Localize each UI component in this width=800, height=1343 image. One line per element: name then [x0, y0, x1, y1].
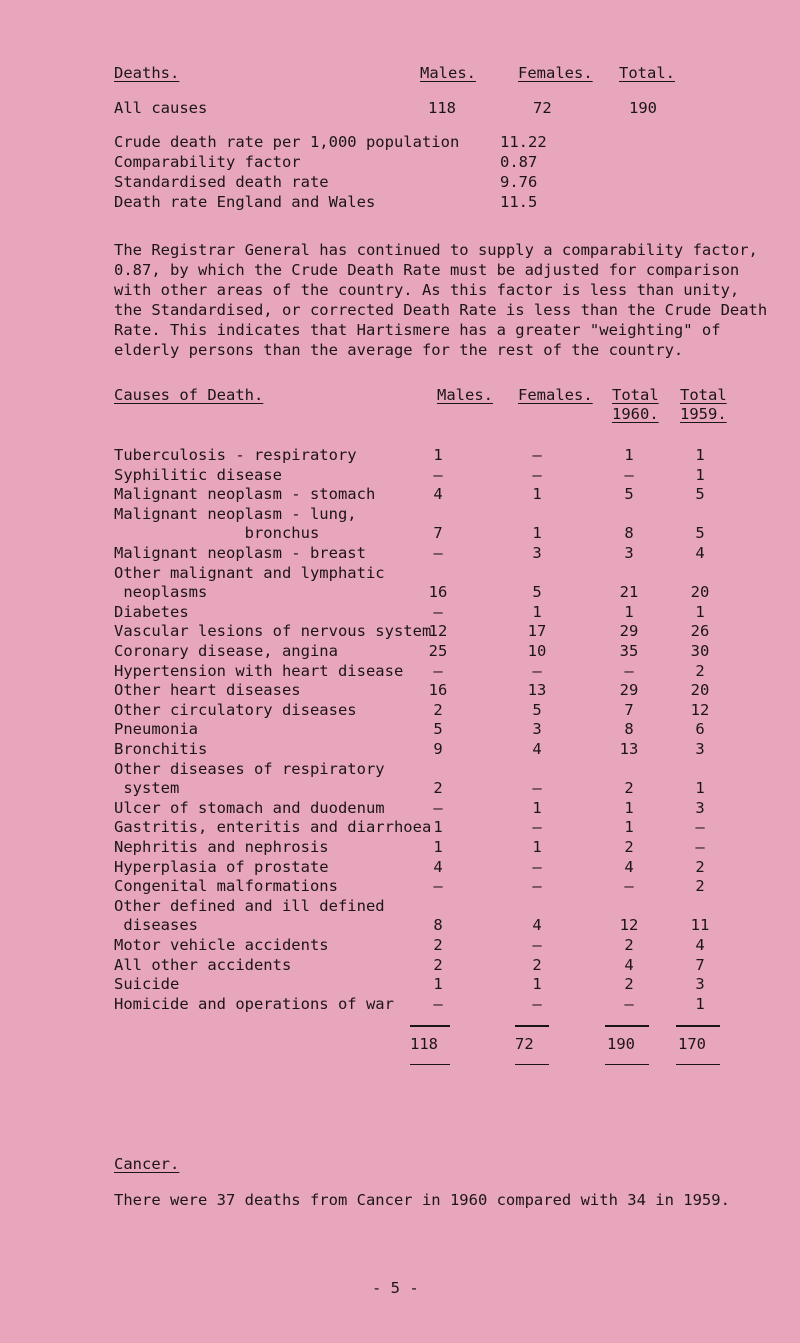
cause-label: Tuberculosis - respiratory	[114, 446, 357, 464]
cause-total-1960: 4	[624, 955, 634, 974]
cause-total-1959: 7	[695, 955, 705, 974]
cause-label: Homicide and operations of war	[114, 994, 394, 1013]
cause-total-1959: 2	[695, 661, 705, 680]
cause-total-1959: 26	[690, 622, 710, 641]
cause-total-1959: 1	[695, 446, 705, 464]
cause-males: 1	[433, 838, 443, 856]
cause-females: 5	[532, 583, 542, 602]
cause-males: –	[433, 465, 443, 484]
cause-label: Syphilitic disease	[114, 465, 282, 484]
cause-label: Hypertension with heart disease	[114, 661, 404, 680]
cause-total-1960: 29	[619, 622, 639, 641]
cause-males: 9	[433, 740, 443, 758]
cause-total-1960: 2	[624, 936, 634, 954]
bottom-rule-females	[515, 1064, 549, 1065]
cause-total-1960: –	[624, 994, 634, 1013]
cause-total-1959: 3	[695, 975, 705, 994]
cause-label: Congenital malformations	[114, 877, 338, 896]
year-1960-heading: 1960.	[612, 405, 659, 423]
total-1959: 170	[678, 1035, 706, 1053]
cause-total-1960: 1	[624, 602, 634, 621]
cause-label: bronchus	[114, 524, 320, 543]
bottom-rule-males	[410, 1064, 450, 1065]
cause-label: Pneumonia	[114, 720, 198, 739]
rate-label: Comparability factor	[114, 153, 301, 171]
cause-males: 4	[433, 485, 443, 504]
total-1960: 190	[607, 1035, 635, 1053]
cause-total-1960: 8	[624, 524, 634, 543]
cause-females: –	[532, 779, 542, 798]
cause-males: 16	[428, 681, 448, 700]
cause-males: 1	[433, 818, 443, 837]
cause-total-1959: 4	[695, 936, 705, 954]
cause-total-1960: 8	[624, 720, 634, 739]
all-causes-males: 118	[428, 99, 456, 117]
table-females-heading: Females.	[518, 386, 593, 404]
rate-label: Death rate England and Wales	[114, 193, 376, 211]
cause-females: 10	[527, 642, 547, 660]
cause-total-1959: 2	[695, 857, 705, 876]
cause-label: Malignant neoplasm - lung,	[114, 504, 357, 523]
total-males: 118	[410, 1035, 438, 1053]
total-females: 72	[515, 1035, 534, 1053]
cancer-heading: Cancer.	[114, 1155, 180, 1173]
rate-value: 9.76	[500, 173, 538, 191]
cause-females: 5	[532, 700, 542, 719]
cause-total-1960: 29	[619, 681, 639, 700]
cause-males: 16	[428, 583, 448, 602]
cause-females: 13	[527, 681, 547, 700]
cause-label: Other circulatory diseases	[114, 700, 357, 719]
cause-total-1959: 20	[690, 583, 710, 602]
total-heading: Total.	[619, 64, 675, 82]
table-total-1959-heading: Total	[680, 386, 727, 404]
cause-males: –	[433, 798, 443, 817]
cause-label: Bronchitis	[114, 740, 208, 758]
cause-females: –	[532, 877, 542, 896]
cause-label: Motor vehicle accidents	[114, 936, 329, 954]
total-rule-1959	[676, 1025, 720, 1027]
cause-total-1959: 3	[695, 740, 705, 758]
cause-total-1959: –	[695, 838, 705, 856]
year-1959-heading: 1959.	[680, 405, 727, 423]
cause-total-1960: 21	[619, 583, 639, 602]
cause-total-1960: 1	[624, 818, 634, 837]
cause-total-1959: 1	[695, 779, 705, 798]
cause-total-1960: 2	[624, 779, 634, 798]
cause-total-1959: 12	[690, 700, 710, 719]
deaths-heading: Deaths.	[114, 64, 180, 82]
cause-label: Other malignant and lymphatic	[114, 563, 385, 582]
cause-total-1959: 5	[695, 524, 705, 543]
cause-males: 8	[433, 916, 443, 935]
cause-females: –	[532, 994, 542, 1013]
bottom-rule-1960	[605, 1064, 649, 1065]
cause-males: –	[433, 602, 443, 621]
cause-total-1960: –	[624, 465, 634, 484]
cause-total-1959: 20	[690, 681, 710, 700]
cause-males: 2	[433, 700, 443, 719]
total-rule-1960	[605, 1025, 649, 1027]
rate-label: Crude death rate per 1,000 population	[114, 133, 460, 151]
cause-label: Nephritis and nephrosis	[114, 838, 329, 856]
cause-females: 1	[532, 838, 542, 856]
cause-label: Hyperplasia of prostate	[114, 857, 329, 876]
rate-value: 11.5	[500, 193, 538, 211]
cause-total-1960: 2	[624, 838, 634, 856]
cause-females: –	[532, 465, 542, 484]
all-causes-females: 72	[533, 99, 552, 117]
cause-total-1959: 6	[695, 720, 705, 739]
cause-females: –	[532, 446, 542, 464]
cause-label: Suicide	[114, 975, 180, 994]
cause-males: 4	[433, 857, 443, 876]
cause-females: –	[532, 661, 542, 680]
cause-total-1959: 1	[695, 994, 705, 1013]
cause-total-1960: 13	[619, 740, 639, 758]
females-heading: Females.	[518, 64, 593, 82]
cause-females: 4	[532, 740, 542, 758]
total-rule-females	[515, 1025, 549, 1027]
cause-males: 1	[433, 975, 443, 994]
cause-label: Coronary disease, angina	[114, 642, 338, 660]
cause-females: –	[532, 936, 542, 954]
cause-total-1960: 5	[624, 485, 634, 504]
cause-females: 1	[532, 485, 542, 504]
cause-males: 5	[433, 720, 443, 739]
cause-total-1960: 7	[624, 700, 634, 719]
cause-total-1960: 12	[619, 916, 639, 935]
cause-total-1959: 3	[695, 798, 705, 817]
cause-males: 25	[428, 642, 448, 660]
cause-total-1960: 1	[624, 446, 634, 464]
cause-total-1960: 35	[619, 642, 639, 660]
cause-total-1960: 2	[624, 975, 634, 994]
cause-total-1959: 1	[695, 602, 705, 621]
cause-label: Other defined and ill defined	[114, 896, 385, 915]
cause-label: diseases	[114, 916, 198, 935]
cause-total-1960: –	[624, 661, 634, 680]
table-males-heading: Males.	[437, 386, 493, 404]
cause-label: Other heart diseases	[114, 681, 301, 700]
cause-males: –	[433, 661, 443, 680]
cause-males: –	[433, 544, 443, 562]
rate-value: 11.22	[500, 133, 547, 151]
cause-total-1959: 1	[695, 465, 705, 484]
cause-label: system	[114, 779, 180, 798]
cause-total-1959: 11	[690, 916, 710, 935]
comparability-paragraph: The Registrar General has continued to supply a comparability factor, 0.87, by which the Crude Death Rate must be adjusted for comparison with other areas of the country. As this factor is less than unity, the Standardised, or corrected Death Rate is less than the Crude Death Rate. This indicates that Hartismere has a greater "weighting" of elderly persons than the average for the rest of the country.	[114, 241, 768, 359]
page-number: - 5 -	[372, 1279, 419, 1297]
cause-females: –	[532, 857, 542, 876]
cause-males: –	[433, 994, 443, 1013]
cause-females: 1	[532, 602, 542, 621]
males-heading: Males.	[420, 64, 476, 82]
rate-value: 0.87	[500, 153, 538, 171]
cause-label: Gastritis, enteritis and diarrhoea	[114, 818, 432, 837]
cause-label: neoplasms	[114, 583, 208, 602]
cause-males: 2	[433, 936, 443, 954]
cause-total-1959: 2	[695, 877, 705, 896]
cause-males: 2	[433, 779, 443, 798]
cause-females: 3	[532, 544, 542, 562]
cause-total-1960: –	[624, 877, 634, 896]
cause-females: 1	[532, 975, 542, 994]
cause-males: 12	[428, 622, 448, 641]
cause-total-1959: 4	[695, 544, 705, 562]
cause-females: 17	[527, 622, 547, 641]
cause-label: Ulcer of stomach and duodenum	[114, 798, 385, 817]
cause-males: 1	[433, 446, 443, 464]
cause-total-1959: 5	[695, 485, 705, 504]
cause-label: Malignant neoplasm - stomach	[114, 485, 376, 504]
cause-females: 4	[532, 916, 542, 935]
cause-total-1960: 3	[624, 544, 634, 562]
cause-females: 1	[532, 798, 542, 817]
all-causes-total: 190	[629, 99, 657, 117]
cause-label: Malignant neoplasm - breast	[114, 544, 366, 562]
cause-females: 3	[532, 720, 542, 739]
cause-label: Vascular lesions of nervous system	[114, 622, 432, 641]
all-causes-label: All causes	[114, 99, 208, 117]
cause-total-1959: 30	[690, 642, 710, 660]
cause-females: 1	[532, 524, 542, 543]
rate-label: Standardised death rate	[114, 173, 329, 191]
cause-females: 2	[532, 955, 542, 974]
cause-females: –	[532, 818, 542, 837]
causes-of-death-heading: Causes of Death.	[114, 386, 264, 404]
cause-total-1959: –	[695, 818, 705, 837]
total-rule-males	[410, 1025, 450, 1027]
table-total-1960-heading: Total	[612, 386, 659, 404]
cause-label: Other diseases of respiratory	[114, 759, 385, 778]
bottom-rule-1959	[676, 1064, 720, 1065]
cause-label: Diabetes	[114, 602, 189, 621]
cause-males: 2	[433, 955, 443, 974]
cause-males: 7	[433, 524, 443, 543]
cause-males: –	[433, 877, 443, 896]
cause-total-1960: 1	[624, 798, 634, 817]
cause-label: All other accidents	[114, 955, 292, 974]
cancer-text: There were 37 deaths from Cancer in 1960 compared with 34 in 1959.	[114, 1191, 730, 1209]
cause-total-1960: 4	[624, 857, 634, 876]
